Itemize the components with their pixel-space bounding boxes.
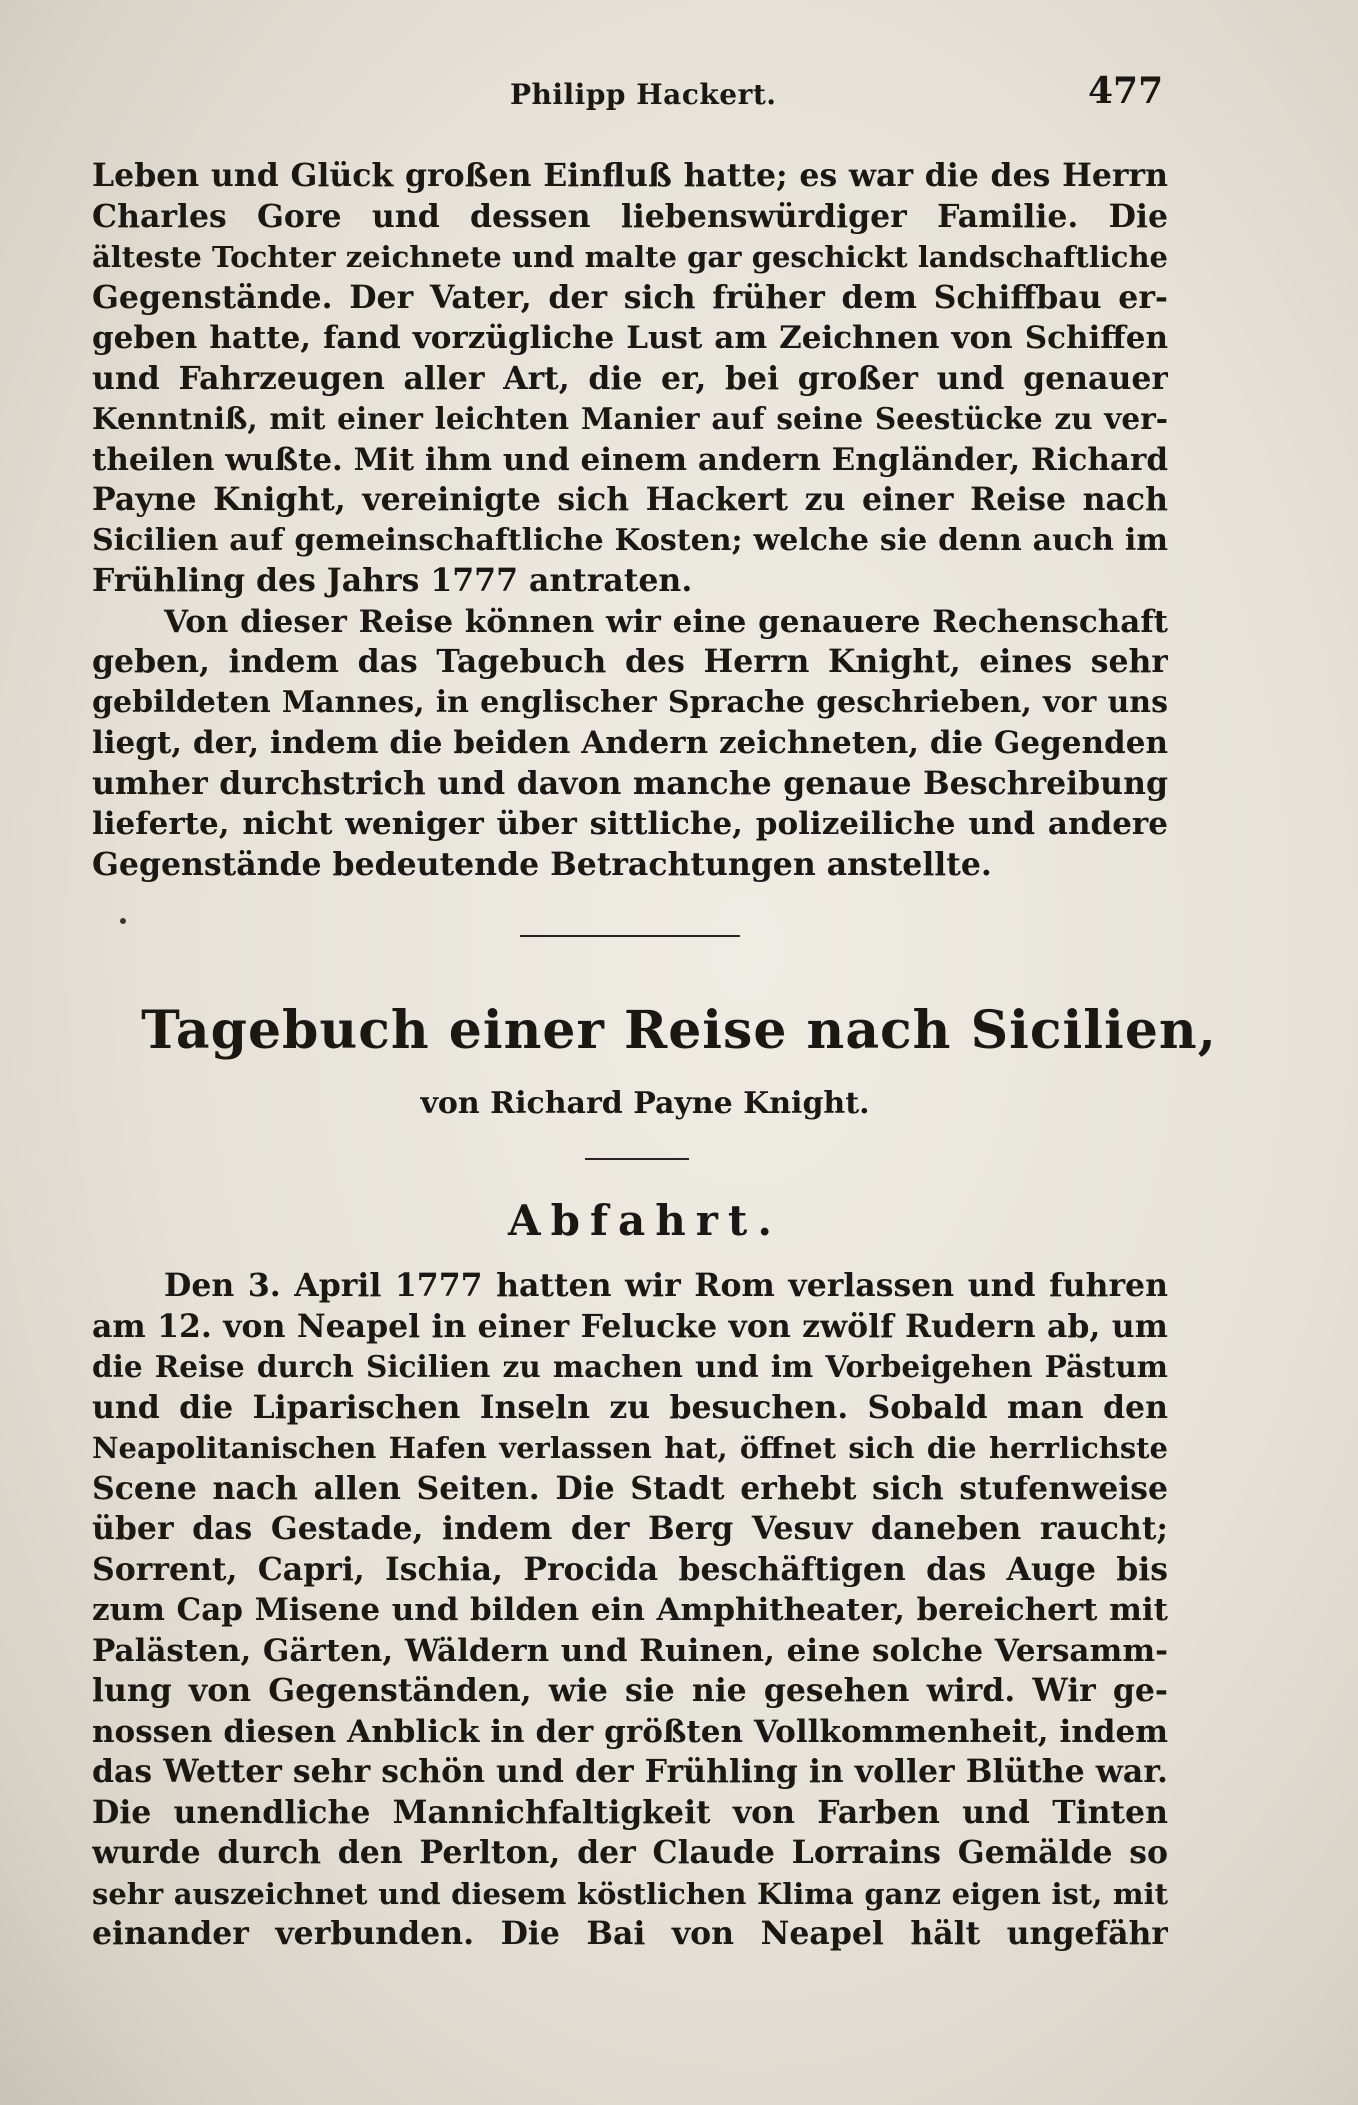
text-line: die Reise durch Sicilien zu machen und im Vorbeigehen Pästum [92,1349,1168,1384]
text-line: Scene nach allen Seiten. Die Stadt erhebt sich stufenweise [92,1469,1168,1507]
text-line: Kenntniß, mit einer leichten Manier auf seine Seestücke zu ver- [92,401,1168,436]
text-line: gebildeten Mannes, in englischer Sprache geschrieben, vor uns [92,684,1168,720]
text-line: zum Cap Misene und bilden ein Amphitheater, bereichert mit [92,1592,1168,1628]
text-line: und Fahrzeugen aller Art, die er, bei großer und genauer [92,359,1168,397]
text-line: Neapolitanischen Hafen verlassen hat, öffnet sich die herrlichste [92,1431,1168,1465]
text-line: Von dieser Reise können wir eine genauere Rechenschaft [164,603,1168,640]
text-line: Sorrent, Capri, Ischia, Procida beschäftigen das Auge bis [92,1550,1168,1588]
text-line: Den 3. April 1777 hatten wir Rom verlassen und fuhren [164,1267,1168,1304]
text-line: einander verbunden. Die Bai von Neapel hält ungefähr [92,1915,1168,1952]
text-line: Sicilien auf gemeinschaftliche Kosten; welche sie denn auch im [92,522,1168,558]
text-line: liegt, der, indem die beiden Andern zeichneten, die Gegenden [92,725,1168,761]
text-line: Charles Gore und dessen liebenswürdiger Familie. Die [92,197,1168,235]
section-divider [520,935,740,937]
text-line: Die unendliche Mannichfaltigkeit von Farben und Tinten [92,1793,1168,1831]
text-line: sehr auszeichnet und diesem köstlichen Klima ganz eigen ist, mit [92,1876,1168,1911]
section-byline: von Richard Payne Knight. [420,1086,870,1121]
text-line: Gegenstände bedeutende Betrachtungen anstellte. [92,845,992,883]
text-line: lieferte, nicht weniger über sittliche, polizeiliche und andere [92,806,1168,842]
text-line: geben hatte, fand vorzügliche Lust am Zeichnen von Schiffen [92,320,1168,356]
text-line: lung von Gegenständen, wie sie nie gesehen wird. Wir ge- [92,1672,1168,1709]
text-line: über das Gestade, indem der Berg Vesuv daneben raucht; [92,1510,1168,1547]
text-line: umher durchstrich und davon manche genaue Beschreibung [92,764,1168,802]
text-line: am 12. von Neapel in einer Felucke von zwölf Rudern ab, um [92,1307,1168,1345]
text-line: theilen wußte. Mit ihm und einem andern Engländer, Richard [92,441,1168,478]
paragraph-departure [92,1266,1168,1955]
text-line: und die Liparischen Inseln zu besuchen. Sobald man den [92,1388,1168,1426]
text-line: das Wetter sehr schön und der Frühling in voller Blüthe war. [92,1753,1168,1790]
text-line: Gegenstände. Der Vater, der sich früher dem Schiffbau er- [92,278,1168,316]
text-line: Palästen, Gärten, Wäldern und Ruinen, eine solche Versamm- [92,1632,1168,1669]
text-line: älteste Tochter zeichnete und malte gar geschickt landschaftliche [92,240,1168,274]
text-line: Payne Knight, vereinigte sich Hackert zu einer Reise nach [92,481,1168,518]
chapter-heading: Abfahrt. [508,1196,782,1245]
text-line: geben, indem das Tagebuch des Herrn Knight, eines sehr [92,643,1168,680]
text-line: Frühling des Jahrs 1777 antraten. [92,562,693,599]
page-number: 477 [1088,70,1164,112]
paragraph-hackert-biography [92,156,1168,885]
section-title: Tagebuch einer Reise nach Sicilien, [141,1000,1217,1061]
ink-speck [120,918,126,924]
running-head: Philipp Hackert. [510,78,777,111]
short-divider [585,1158,689,1160]
text-line: Leben und Glück großen Einfluß hatte; es war die des Herrn [92,157,1168,194]
text-line: wurde durch den Perlton, der Claude Lorrains Gemälde so [92,1834,1168,1871]
text-line: nossen diesen Anblick in der größten Vollkommenheit, indem [92,1713,1168,1750]
